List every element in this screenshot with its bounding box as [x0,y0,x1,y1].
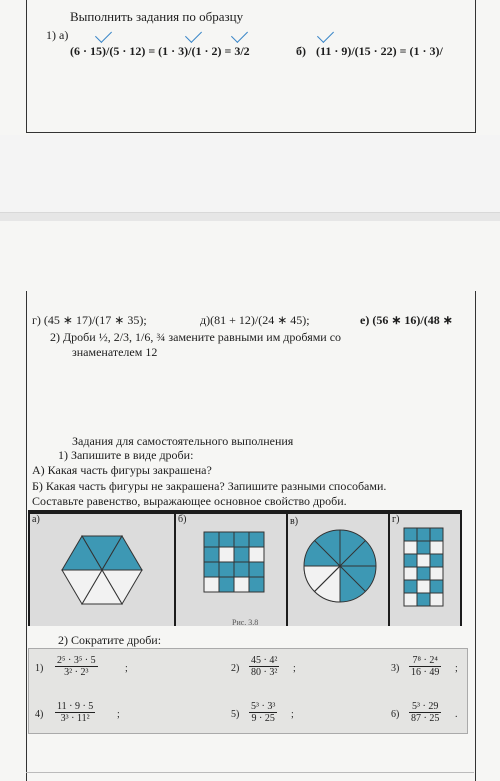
fraction-2: $\frac{\text{45 · 4²}}{\text{80 · 3²}}$ [251,655,278,678]
question-b: Б) Какая часть фигуры не закрашена? Запишите разными способами. [32,479,387,493]
figure-c-label: в) [290,516,299,527]
self-task-2: 2) Сократите дроби: [58,633,162,647]
expr-d: д)(81 + 12)/(24 ∗ 45); [200,313,310,327]
question-a: А) Какая часть фигуры закрашена? [32,463,212,477]
expr-e: е) (56 ∗ 16)/(48 ∗ [360,313,453,327]
fraction-label: 1) [35,663,44,674]
fraction-tail: ; [293,663,296,674]
self-task-1: 1) Запишите в виде дроби: [58,448,194,462]
fraction-label: 6) [391,709,400,720]
fraction-tail: ; [455,663,458,674]
figure-d-label: г) [392,514,400,525]
hexagon-figure [30,514,174,626]
fraction-label: 3) [391,663,400,674]
fraction-6: $\frac{\text{5³ · 29}}{87 \cdot 25}$ [411,701,440,724]
fraction-label: 5) [231,709,240,720]
figure-a [30,514,174,626]
circle-sectors-figure [288,514,388,626]
fraction-tail: ; [291,709,294,720]
fraction-4: $\frac{11 \cdot 9 \cdot 5}{\text{3³ · 11²}}$ [57,701,94,724]
task-2-text-cont: знаменателем 12 [72,345,158,359]
fraction-1: $\frac{\text{2⁵ · 3⁵ · 5}}{\text{3² · 2³}}$ [57,655,96,678]
figure-b-label: б) [178,514,187,525]
figure-b [176,514,286,626]
fraction-label: 4) [35,709,44,720]
page-1 [0,0,500,135]
figure-a-label: а) [32,514,40,525]
item-1-label: 1) а) [46,28,69,42]
figure-caption: Рис. 3.8 [232,618,259,627]
fraction-3: $\frac{\text{7⁸ · 2⁴}}{16 \cdot 49}$ [411,655,440,678]
figure-panel [28,510,462,626]
example-b: (11 · 9)/(15 · 22) = (1 · 3)/ [316,44,443,58]
fraction-5: $\frac{\text{5³ · 3³}}{9 \cdot 25}$ [251,701,276,724]
fraction-tail: ; [125,663,128,674]
fraction-tail: . [455,709,458,720]
fractions-panel [28,648,468,734]
expr-g: г) (45 ∗ 17)/(17 ∗ 35); [32,313,147,327]
square-grid-figure [176,514,286,626]
task-title: Выполнить задания по образцу [70,9,244,24]
fraction-tail: ; [117,709,120,720]
figure-c [288,514,388,626]
rect-grid-figure [390,514,460,626]
bottom-divider [26,772,474,773]
figure-d [390,514,460,626]
task-2-text: 2) Дроби ½, 2/3, 1/6, ¾ замените равными им дробями со [50,330,342,344]
question-b-cont: Составьте равенство, выражающее основное свойство дроби. [32,494,347,508]
example-b-label: б) [296,44,306,58]
self-heading: Задания для самостоятельного выполнения [72,434,294,448]
fraction-label: 2) [231,663,240,674]
example-a: (6 · 15)/(5 · 12) = (1 · 3)/(1 · 2) = 3/2 [70,44,250,58]
